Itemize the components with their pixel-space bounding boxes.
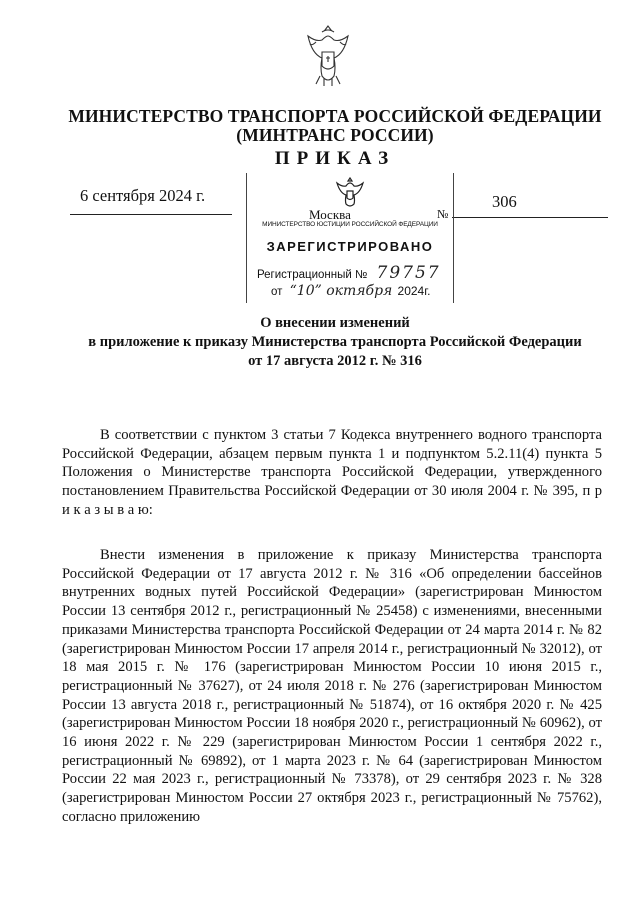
ministry-short-name: (МИНТРАНС РОССИИ): [236, 125, 434, 145]
stamp-date-prefix: от: [271, 286, 283, 298]
stamp-reg-year: 2024г.: [397, 284, 431, 298]
stamp-emblem-icon: [333, 175, 367, 209]
coat-of-arms-emblem: [302, 22, 354, 88]
stamp-registered-label: ЗАРЕГИСТРИРОВАНО: [266, 239, 434, 254]
preamble-paragraph: В соответствии с пунктом 3 статьи 7 Кодекса внутреннего водного транспорта Российской Федерации, абзацем первым пункта 1 и подпунктом 5.2.11(4) пункта 5 Положения о Министерстве транспорта Российской Федерации, утвержденного постановлением Правительства Российской Федерации от 30 июля 2004 г. № 395, п р и к а з ы в а ю:: [62, 427, 602, 518]
stamp-reg-date: “10” октября: [289, 283, 393, 299]
stamp-reg-number-row: [257, 263, 441, 283]
number-underline: [452, 217, 608, 218]
order-title: ПРИКАЗ: [274, 148, 396, 169]
stamp-number-sign: №: [437, 207, 449, 221]
date-underline: [70, 214, 232, 215]
order-body-paragraph: Внести изменения в приложение к приказу Министерства транспорта Российской Федерации от 17 августа 2012 г. № 316 «Об определении бассейнов внутренних водных путей Российской Федерации» (зарегистрирован Минюстом России 13 сентября 2012 г., регистрационный № 25458) с изменениями, внесенными приказами Министерства транспорта Российской Федерации от 24 марта 2014 г. № 82 (зарегистрирован Минюстом России 17 апреля 2014 г., регистрационный № 32012), от 18 мая 2015 г. № 176 (зарегистрирован Минюстом России 10 июня 2015 г., регистрационный № 37627), от 24 июля 2018 г. № 276 (зарегистрирован Минюстом России 13 августа 2018 г., регистрационный № 51874), от 16 октября 2020 г. № 425 (зарегистрирован Минюстом России 18 ноября 2020 г., регистрационный № 60962), от 16 июня 2022 г. № 229 (зарегистрирован Минюстом России 1 сентября 2022 г., регистрационный № 69892), от 1 марта 2023 г. № 64 (зарегистрирован Минюстом России 22 мая 2023 г., регистрационный № 73378), от 29 сентября 2023 г. № 328 (зарегистрирован Минюстом России 27 октября 2023 г., регистрационный № 75762), согласно приложению: [62, 547, 602, 825]
document-heading-line-2: в приложение к приказу Министерства транспорта Российской Федерации: [88, 334, 582, 350]
stamp-subheader: МИНИСТЕРСТВО ЮСТИЦИИ РОССИЙСКОЙ ФЕДЕРАЦИИ: [262, 221, 438, 228]
stamp-city: Москва: [309, 207, 351, 222]
document-heading-line-3: от 17 августа 2012 г. № 316: [248, 353, 422, 369]
document-heading-line-1: О внесении изменений: [260, 315, 410, 331]
order-number: 306: [492, 192, 517, 211]
stamp-reg-label: Регистрационный №: [257, 269, 368, 281]
stamp-reg-date-row: [271, 283, 430, 299]
ministry-name: МИНИСТЕРСТВО ТРАНСПОРТА РОССИЙСКОЙ ФЕДЕРАЦИИ: [68, 106, 602, 126]
order-date: 6 сентября 2024 г.: [80, 186, 206, 205]
registration-stamp: [246, 173, 454, 303]
stamp-reg-number: 79757: [376, 263, 441, 283]
